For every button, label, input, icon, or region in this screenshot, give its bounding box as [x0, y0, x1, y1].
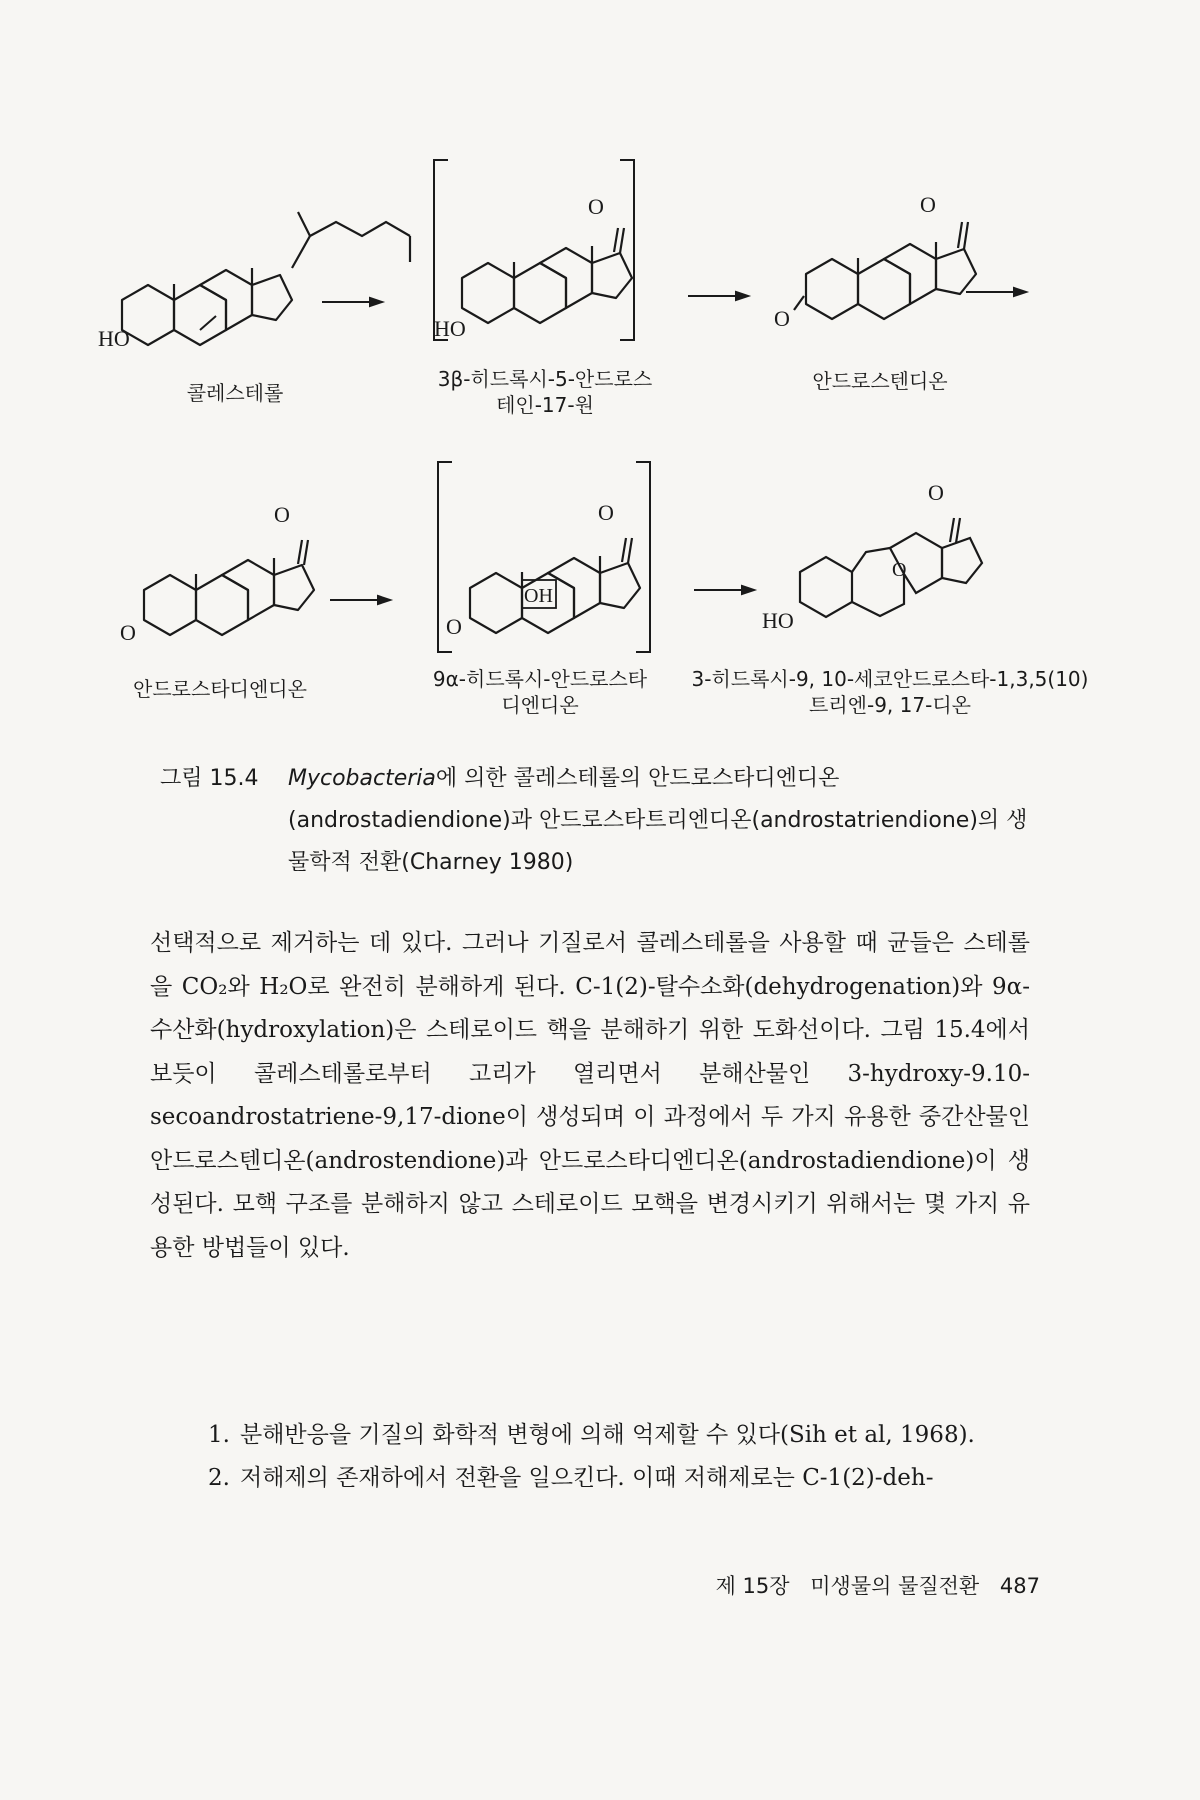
reaction-arrow: [966, 288, 1026, 296]
ho-label: HO: [762, 608, 794, 633]
intermediate-2-structure: [438, 462, 650, 652]
list-number: 2.: [208, 1465, 230, 1491]
reaction-arrow: [330, 596, 390, 604]
figure-number: 그림 15.4: [160, 766, 259, 791]
list-number: 1.: [208, 1422, 230, 1448]
caption-text: [288, 758, 1038, 884]
oxygen-label: O: [588, 194, 604, 219]
compound-label: 콜레스테롤: [186, 381, 284, 405]
list-text: 분해반응을 기질의 화학적 변형에 의해 억제할 수 있다(Sih et al, 1968).: [240, 1422, 975, 1448]
reaction-arrow: [694, 586, 754, 594]
intermediate-1-structure: [434, 160, 634, 341]
page-number: 487: [999, 1574, 1040, 1598]
numbered-list: [208, 1414, 1038, 1500]
compound-label: 안드로스텐디온: [812, 369, 948, 393]
caption-italic: Mycobacteria: [288, 766, 436, 791]
reaction-arrow: [322, 298, 382, 306]
list-text: 저해제의 존재하에서 전환을 일으킨다. 이때 저해제로는 C-1(2)-deh-: [240, 1465, 934, 1491]
compound-label: 안드로스타디엔디온: [133, 677, 307, 701]
reaction-arrow: [688, 292, 748, 300]
androstenedione-structure: [774, 192, 976, 331]
oxygen-label: O: [120, 620, 136, 645]
oxygen-label: O: [892, 559, 907, 581]
chapter-title: 미생물의 물질전환: [810, 1574, 980, 1598]
oxygen-label: O: [274, 502, 290, 527]
compound-label: 3-히드록시-9, 10-세코안드로스타-1,3,5(10)트리엔-9, 17-디온: [691, 667, 1089, 717]
oxygen-label: O: [774, 306, 790, 331]
oxygen-label: O: [446, 614, 462, 639]
chapter-number: 제 15장: [715, 1574, 790, 1598]
oxygen-label: O: [928, 480, 944, 505]
cholesterol-structure: [98, 212, 410, 351]
ho-label: HO: [434, 316, 466, 341]
secosteroid-structure: [762, 480, 982, 633]
body-paragraph: 선택적으로 제거하는 데 있다. 그러나 기질로서 콜레스테롤을 사용할 때 균들은 스테롤을 CO₂와 H₂O로 완전히 분해하게 된다. C-1(2)-탈수소화(dehydrogenation)와 9α-수산화(hydroxylation)은 스테로이드 핵을 분해하기 위한 도화선이다. 그림 15.4에서 보듯이 콜레스테롤로부터 고리가 열리면서 분해산물인 3-hydroxy-9.10-secoandrostatriene-9,17-dione이 생성되며 이 과정에서 두 가지 유용한 중간산물인 안드로스텐디온(androstendione)과 안드로스타디엔디온(androstadiendione)이 생성된다. 모핵 구조를 분해하지 않고 스테로이드 모핵을 변경시키기 위해서는 몇 가지 유용한 방법들이 있다.: [150, 930, 1030, 1261]
oxygen-label: O: [598, 500, 614, 525]
androstadienedione-structure: [120, 502, 314, 645]
page-footer: [640, 1570, 1040, 1600]
ho-label: HO: [98, 326, 130, 351]
oxygen-label: O: [920, 192, 936, 217]
hydroxyl-label: OH: [524, 585, 553, 607]
compound-label: 3β-히드록시-5-안드로스테인-17-원: [437, 367, 653, 417]
list-item: [208, 1414, 1038, 1457]
list-item: [208, 1457, 1038, 1500]
caption-body: 에 의한 콜레스테롤의 안드로스타디엔디온(androstadiendione)과 안드로스타트리엔디온(androstatriendione)의 생물학적 전환(Charney 1980): [288, 766, 1028, 875]
compound-label: 9α-히드록시-안드로스타디엔디온: [432, 667, 648, 717]
